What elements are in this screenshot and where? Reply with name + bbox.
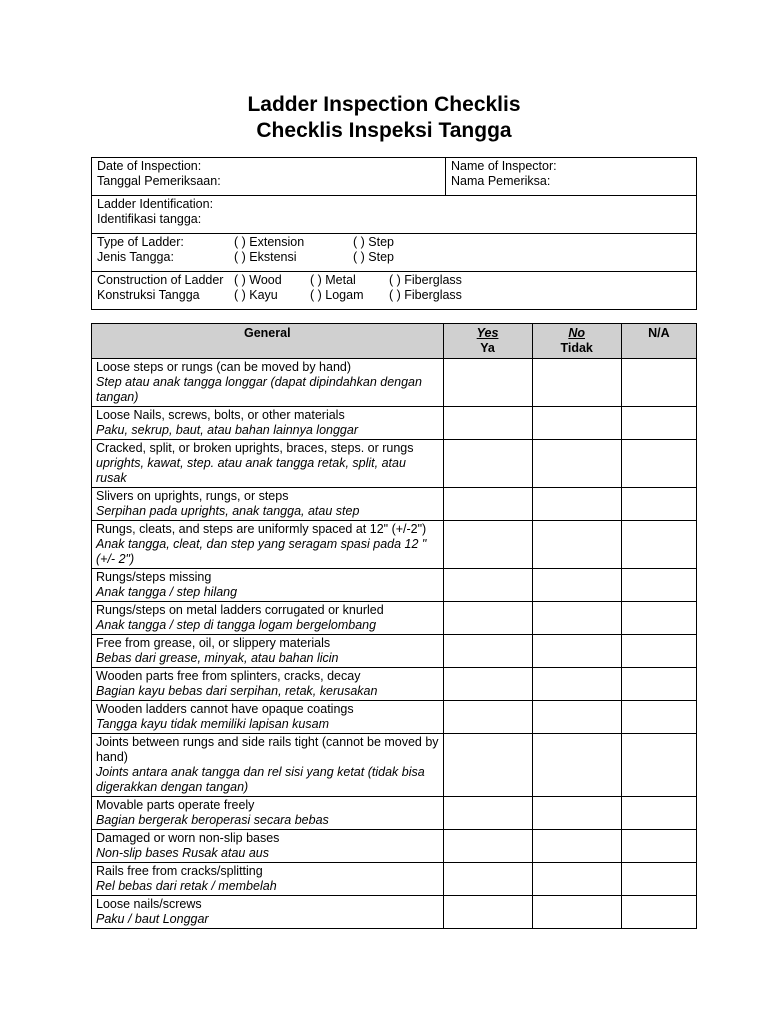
checklist-item <box>92 668 444 701</box>
type-cell <box>92 234 697 272</box>
table-row <box>92 569 697 602</box>
item-text-id: Bagian bergerak beroperasi secara bebas <box>96 813 329 827</box>
na-checkbox-cell[interactable] <box>621 602 696 635</box>
header-no-id: Tidak <box>560 341 593 355</box>
yes-checkbox-cell[interactable] <box>443 668 532 701</box>
item-text-en: Rungs/steps on metal ladders corrugated or knurled <box>96 603 384 617</box>
header-general: General <box>92 324 444 359</box>
checklist-item <box>92 830 444 863</box>
checklist-item <box>92 797 444 830</box>
table-row <box>92 635 697 668</box>
page-title <box>0 92 768 144</box>
item-text-en: Rungs/steps missing <box>96 570 212 584</box>
yes-checkbox-cell[interactable] <box>443 635 532 668</box>
table-row <box>92 488 697 521</box>
yes-checkbox-cell[interactable] <box>443 440 532 488</box>
checklist-item <box>92 407 444 440</box>
title-english: Ladder Inspection Checklis <box>247 93 521 116</box>
construction-cell <box>92 272 697 310</box>
construction-option-logam[interactable]: ( ) Logam <box>310 288 364 302</box>
no-checkbox-cell[interactable] <box>532 701 621 734</box>
info-row-date <box>92 158 697 196</box>
no-checkbox-cell[interactable] <box>532 863 621 896</box>
item-text-en: Wooden parts free from splinters, cracks, decay <box>96 669 361 683</box>
table-row <box>92 359 697 407</box>
ladder-id-label-en: Ladder Identification: <box>97 197 214 211</box>
inspector-cell[interactable] <box>446 158 697 196</box>
inspector-label-id: Nama Pemeriksa: <box>451 174 551 188</box>
table-row <box>92 863 697 896</box>
item-text-id: Step atau anak tangga longgar (dapat dipindahkan dengan tangan) <box>96 375 422 404</box>
yes-checkbox-cell[interactable] <box>443 407 532 440</box>
no-checkbox-cell[interactable] <box>532 896 621 929</box>
item-text-id: uprights, kawat, step. atau anak tangga retak, split, atau rusak <box>96 456 406 485</box>
na-checkbox-cell[interactable] <box>621 569 696 602</box>
checklist-item <box>92 488 444 521</box>
construction-line-id <box>97 288 691 303</box>
date-label-en: Date of Inspection: <box>97 159 202 173</box>
table-row <box>92 701 697 734</box>
item-text-en: Joints between rungs and side rails tight (cannot be moved by hand) <box>96 735 439 764</box>
inspection-info-table <box>91 157 697 310</box>
info-row-construction <box>92 272 697 310</box>
type-option-ekstensi[interactable]: ( ) Ekstensi <box>234 250 297 264</box>
item-text-id: Anak tangga, cleat, dan step yang seragam spasi pada 12 "(+/- 2") <box>96 537 427 566</box>
header-no-en: No <box>568 326 585 340</box>
checklist-item <box>92 863 444 896</box>
info-row-type <box>92 234 697 272</box>
item-text-en: Loose nails/screws <box>96 897 202 911</box>
table-row <box>92 407 697 440</box>
na-checkbox-cell[interactable] <box>621 488 696 521</box>
no-checkbox-cell[interactable] <box>532 521 621 569</box>
title-indonesian: Checklis Inspeksi Tangga <box>256 119 512 142</box>
info-row-ladder-id <box>92 196 697 234</box>
table-row <box>92 734 697 797</box>
no-checkbox-cell[interactable] <box>532 830 621 863</box>
yes-checkbox-cell[interactable] <box>443 569 532 602</box>
table-row <box>92 440 697 488</box>
na-checkbox-cell[interactable] <box>621 440 696 488</box>
checklist-header-row <box>92 324 697 359</box>
checklist-item <box>92 701 444 734</box>
yes-checkbox-cell[interactable] <box>443 488 532 521</box>
no-checkbox-cell[interactable] <box>532 668 621 701</box>
type-option-step-id[interactable]: ( ) Step <box>353 250 394 264</box>
no-checkbox-cell[interactable] <box>532 488 621 521</box>
na-checkbox-cell[interactable] <box>621 521 696 569</box>
yes-checkbox-cell[interactable] <box>443 701 532 734</box>
na-checkbox-cell[interactable] <box>621 734 696 797</box>
header-yes <box>443 324 532 359</box>
no-checkbox-cell[interactable] <box>532 797 621 830</box>
construction-option-metal[interactable]: ( ) Metal <box>310 273 356 287</box>
ladder-id-label-id: Identifikasi tangga: <box>97 212 202 226</box>
na-checkbox-cell[interactable] <box>621 635 696 668</box>
checklist-item <box>92 635 444 668</box>
item-text-id: Tangga kayu tidak memiliki lapisan kusam <box>96 717 329 731</box>
type-label-en: Type of Ladder: <box>97 235 184 249</box>
item-text-id: Non-slip bases Rusak atau aus <box>96 846 270 860</box>
type-option-step[interactable]: ( ) Step <box>353 235 394 249</box>
yes-checkbox-cell[interactable] <box>443 734 532 797</box>
checklist-item <box>92 602 444 635</box>
checklist-item <box>92 359 444 407</box>
date-label-id: Tanggal Pemeriksaan: <box>97 174 221 188</box>
yes-checkbox-cell[interactable] <box>443 797 532 830</box>
no-checkbox-cell[interactable] <box>532 407 621 440</box>
item-text-en: Loose Nails, screws, bolts, or other materials <box>96 408 345 422</box>
item-text-id: Serpihan pada uprights, anak tangga, atau step <box>96 504 360 518</box>
yes-checkbox-cell[interactable] <box>443 602 532 635</box>
checklist-item <box>92 569 444 602</box>
no-checkbox-cell[interactable] <box>532 569 621 602</box>
checklist-item <box>92 896 444 929</box>
na-checkbox-cell[interactable] <box>621 359 696 407</box>
inspection-checklist-table <box>91 323 697 929</box>
item-text-id: Bagian kayu bebas dari serpihan, retak, kerusakan <box>96 684 378 698</box>
construction-line-en <box>97 273 691 288</box>
item-text-id: Rel bebas dari retak / membelah <box>96 879 277 893</box>
na-checkbox-cell[interactable] <box>621 668 696 701</box>
type-line-id <box>97 250 691 265</box>
checklist-item <box>92 440 444 488</box>
item-text-id: Joints antara anak tangga dan rel sisi yang ketat (tidak bisa digerakkan dengan tangan) <box>96 765 425 794</box>
item-text-en: Movable parts operate freely <box>96 798 255 812</box>
item-text-en: Damaged or worn non-slip bases <box>96 831 280 845</box>
item-text-en: Rungs, cleats, and steps are uniformly spaced at 12" (+/-2") <box>96 522 427 536</box>
yes-checkbox-cell[interactable] <box>443 521 532 569</box>
item-text-id: Bebas dari grease, minyak, atau bahan licin <box>96 651 339 665</box>
header-na: N/A <box>621 324 696 359</box>
type-option-extension[interactable]: ( ) Extension <box>234 235 305 249</box>
item-text-en: Slivers on uprights, rungs, or steps <box>96 489 289 503</box>
ladder-id-cell[interactable] <box>92 196 697 234</box>
item-text-en: Free from grease, oil, or slippery materials <box>96 636 331 650</box>
no-checkbox-cell[interactable] <box>532 602 621 635</box>
item-text-en: Rails free from cracks/splitting <box>96 864 263 878</box>
item-text-en: Wooden ladders cannot have opaque coatings <box>96 702 354 716</box>
header-no <box>532 324 621 359</box>
no-checkbox-cell[interactable] <box>532 359 621 407</box>
yes-checkbox-cell[interactable] <box>443 896 532 929</box>
table-row <box>92 521 697 569</box>
no-checkbox-cell[interactable] <box>532 440 621 488</box>
construction-option-kayu[interactable]: ( ) Kayu <box>234 288 278 302</box>
yes-checkbox-cell[interactable] <box>443 863 532 896</box>
yes-checkbox-cell[interactable] <box>443 830 532 863</box>
construction-option-wood[interactable]: ( ) Wood <box>234 273 282 287</box>
na-checkbox-cell[interactable] <box>621 797 696 830</box>
na-checkbox-cell[interactable] <box>621 896 696 929</box>
date-cell[interactable] <box>92 158 446 196</box>
table-row <box>92 602 697 635</box>
no-checkbox-cell[interactable] <box>532 734 621 797</box>
header-yes-id: Ya <box>480 341 495 355</box>
table-row <box>92 896 697 929</box>
type-label-id: Jenis Tangga: <box>97 250 174 264</box>
inspector-label-en: Name of Inspector: <box>451 159 557 173</box>
item-text-id: Paku, sekrup, baut, atau bahan lainnya longgar <box>96 423 358 437</box>
construction-label-en: Construction of Ladder <box>97 273 224 287</box>
item-text-id: Paku / baut Longgar <box>96 912 209 926</box>
na-checkbox-cell[interactable] <box>621 407 696 440</box>
construction-option-fiberglass-id[interactable]: ( ) Fiberglass <box>389 288 462 302</box>
construction-label-id: Konstruksi Tangga <box>97 288 200 302</box>
no-checkbox-cell[interactable] <box>532 635 621 668</box>
item-text-id: Anak tangga / step di tangga logam bergelombang <box>96 618 377 632</box>
checklist-body <box>92 359 697 929</box>
type-line-en <box>97 235 691 250</box>
header-yes-en: Yes <box>476 326 499 340</box>
table-row <box>92 668 697 701</box>
item-text-en: Loose steps or rungs (can be moved by hand) <box>96 360 352 374</box>
na-checkbox-cell[interactable] <box>621 701 696 734</box>
construction-option-fiberglass[interactable]: ( ) Fiberglass <box>389 273 462 287</box>
item-text-id: Anak tangga / step hilang <box>96 585 238 599</box>
table-row <box>92 797 697 830</box>
na-checkbox-cell[interactable] <box>621 830 696 863</box>
na-checkbox-cell[interactable] <box>621 863 696 896</box>
checklist-item <box>92 521 444 569</box>
item-text-en: Cracked, split, or broken uprights, braces, steps. or rungs <box>96 441 414 455</box>
table-row <box>92 830 697 863</box>
checklist-item <box>92 734 444 797</box>
yes-checkbox-cell[interactable] <box>443 359 532 407</box>
